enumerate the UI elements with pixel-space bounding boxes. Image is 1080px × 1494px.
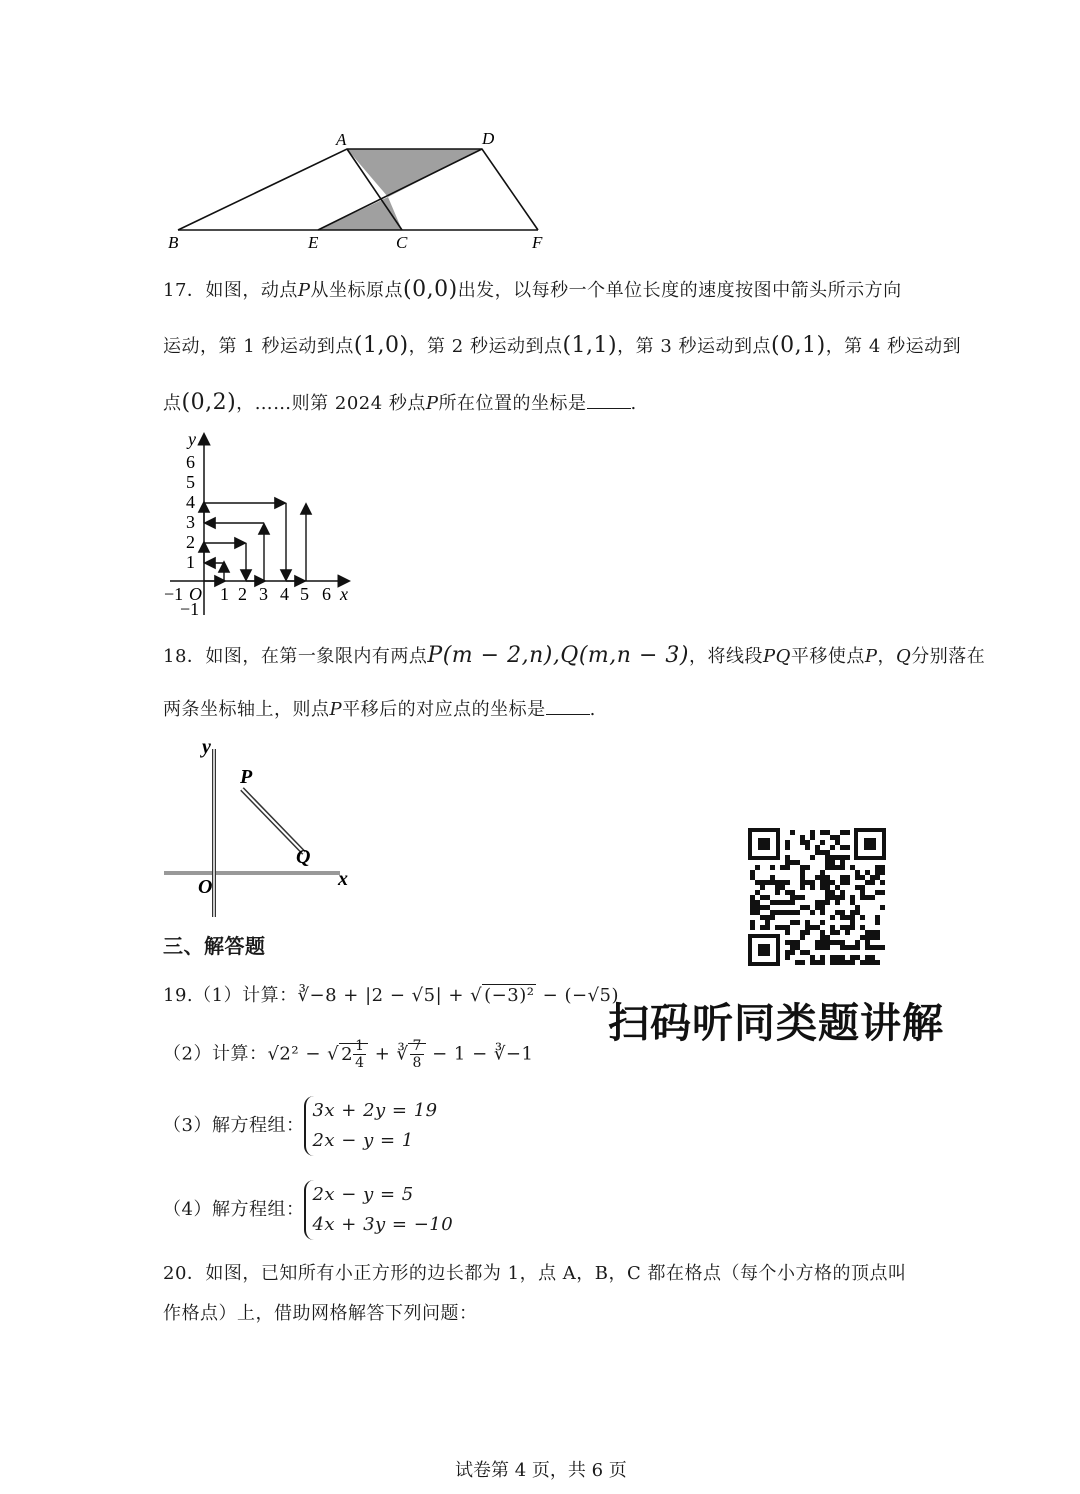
q18-line2: 两条坐标轴上，则点P平移后的对应点的坐标是 . bbox=[163, 696, 596, 722]
y-tick: 5 bbox=[186, 472, 195, 492]
q19-part1: 19.（1）计算：∛−8 + |2 − √5| + √ (−3)² − (−√5) bbox=[163, 985, 620, 1006]
origin-label: O bbox=[189, 584, 202, 604]
qr-caption: 扫码听同类题讲解 bbox=[608, 999, 944, 1047]
shaded-region-top bbox=[347, 149, 482, 197]
shaded-region-bottom bbox=[318, 197, 402, 230]
x-tick: 3 bbox=[259, 584, 268, 604]
q17-line1: 17．如图，动点P从坐标原点(0,0)出发，以每秒一个单位长度的速度按图中箭头所示方向 bbox=[163, 277, 902, 302]
qr-code-image[interactable] bbox=[748, 828, 886, 966]
fig18-segment-figure bbox=[160, 735, 370, 925]
label-A: A bbox=[336, 130, 347, 149]
q19-part4: （4）解方程组： 2x − y = 5 4x + 3y = −10 bbox=[163, 1180, 453, 1240]
label-Q: Q bbox=[296, 846, 311, 868]
x-tick: 2 bbox=[238, 584, 247, 604]
q20-line2: 作格点）上，借助网格解答下列问题： bbox=[163, 1303, 478, 1324]
q17-line2: 运动，第 1 秒运动到点(1,0)，第 2 秒运动到点(1,1)，第 3 秒运动到点(0,1)，第 4 秒运动到 bbox=[163, 333, 962, 358]
label-D: D bbox=[482, 129, 495, 148]
label-x: x bbox=[338, 868, 348, 890]
q20-line1: 20．如图，已知所有小正方形的边长都为 1，点 A，B，C 都在格点（每个小方格的顶点叫 bbox=[163, 1263, 907, 1284]
x-tick: 4 bbox=[280, 584, 289, 604]
answer-blank bbox=[587, 390, 631, 409]
label-F: F bbox=[532, 233, 543, 252]
x-tick: 1 bbox=[220, 584, 229, 604]
label-y: y bbox=[202, 736, 211, 758]
q19-part2: （2）计算：√2² − √ 2 $\frac{1}{4}$ + ∛ $\frac{7}{8}$ − 1 − ∛−1 bbox=[163, 1038, 534, 1071]
section-title: 三、解答题 bbox=[163, 934, 266, 958]
y-tick: 1 bbox=[186, 552, 195, 572]
y-tick: 3 bbox=[186, 512, 195, 532]
fig16-geometry-figure bbox=[160, 120, 560, 260]
label-B: B bbox=[168, 233, 179, 252]
x-label: x bbox=[340, 584, 348, 604]
label-C: C bbox=[396, 233, 408, 252]
q17-line3: 点(0,2)，……则第 2024 秒点P所在位置的坐标是 . bbox=[163, 390, 637, 415]
label-P: P bbox=[240, 766, 253, 788]
y-tick: 4 bbox=[186, 492, 195, 512]
answer-blank bbox=[546, 696, 590, 715]
y-tick: −1 bbox=[180, 599, 200, 619]
y-label: y bbox=[188, 429, 196, 449]
label-O: O bbox=[198, 876, 213, 898]
fig17-coordinate-figure bbox=[160, 425, 370, 625]
q18-line1: 18．如图，在第一象限内有两点P(m − 2,n),Q(m,n − 3)，将线段PQ平移使点P，Q分别落在 bbox=[163, 643, 986, 668]
x-tick: 6 bbox=[322, 584, 331, 604]
x-tick: −1 bbox=[164, 584, 184, 604]
y-tick: 2 bbox=[186, 532, 195, 552]
q19-part3: （3）解方程组： 3x + 2y = 19 2x − y = 1 bbox=[163, 1096, 438, 1156]
page-footer: 试卷第 4 页，共 6 页 bbox=[455, 1460, 627, 1481]
y-tick: 6 bbox=[186, 452, 195, 472]
label-E: E bbox=[308, 233, 319, 252]
x-tick: 5 bbox=[300, 584, 309, 604]
